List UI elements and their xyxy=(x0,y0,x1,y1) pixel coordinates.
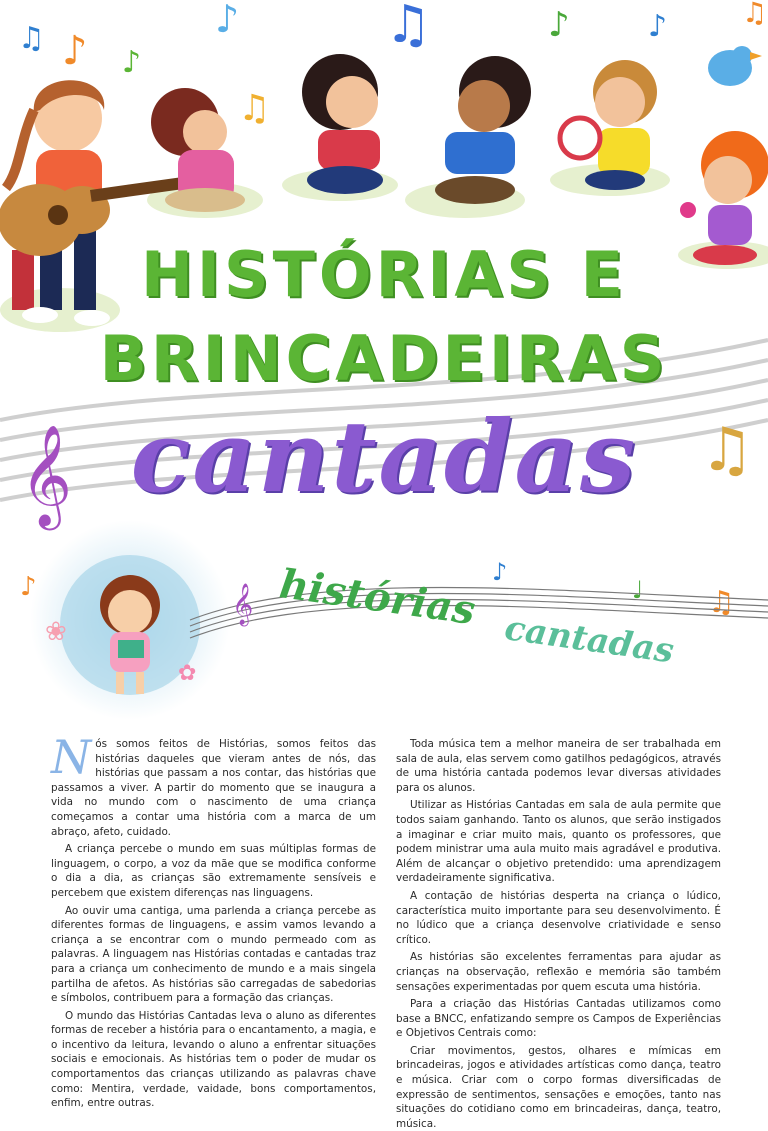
paragraph-text: ós somos feitos de Histórias, somos feitos das histórias daqueles que vieram antes de nós, das histórias que passam a nos contar, das histórias que passamos a viver. A partir do momento que se inaugura a vida no mundo com o nascimento de uma criança começamos a contar uma história com a marca de um abraço, afeto, cuidado. xyxy=(51,738,376,838)
article-column-2 xyxy=(396,737,721,1130)
maraca-icon xyxy=(680,202,696,218)
music-note-icon: ♫ xyxy=(700,415,754,485)
paragraph: Toda música tem a melhor maneira de ser trabalhada em sala de aula, elas servem como gatilhos pedagógicos, através de uma história cantada podemos levar diversas atividades para os alunos. xyxy=(396,738,721,794)
music-note-icon: ♫ xyxy=(708,585,735,620)
music-note-icon: ♪ xyxy=(122,45,142,80)
dropcap: N xyxy=(51,730,92,784)
music-note-icon: ♫ xyxy=(742,0,768,29)
music-note-icon: ♪ xyxy=(648,9,668,44)
paragraph: A criança percebe o mundo em suas múltiplas formas de linguagem, o corpo, a voz da mãe que se modifica conforme o dia a dia, as crianças são extremamente sensíveis e percebem que existem diferenças nas linguagens. xyxy=(51,843,376,899)
music-note-icon: ♩ xyxy=(632,576,644,604)
book-icon xyxy=(118,640,144,658)
butterfly-icon: ❀ xyxy=(45,617,67,647)
paragraph: As histórias são excelentes ferramentas para ajudar as crianças na observação, reflexão e memória são também sensações experimentadas por quem escuta uma história. xyxy=(396,951,721,993)
music-note-icon: ♪ xyxy=(20,572,37,602)
treble-clef-icon: 𝄞 xyxy=(20,423,73,526)
child-blue-shirt xyxy=(435,56,531,204)
small-staff xyxy=(190,588,768,639)
bird-icon xyxy=(708,46,762,86)
paragraph: Ao ouvir uma cantiga, uma parlenda a criança percebe as diferentes formas de linguagens, e assim vamos levando a criança a se encontrar com o mundo permeado com as palavras. A linguagem nas Histórias contadas e cantadas traz para a criança um conhecimento de mundo e a mais singela partilha de afetos. As histórias são carregadas de sabedorias e símbolos, contribuem para a formação das crianças. xyxy=(51,904,376,1005)
paragraph: Criar movimentos, gestos, olhares e mímicas em brincadeiras, jogos e atividades artísticas como dança, teatro e música. Criar com o corpo formas diversificadas de expressão de sentimentos, sensações e emoções, tanto nas situações do cotidiano como em brincadeiras, dança, teatro, música. xyxy=(396,1044,721,1130)
paragraph: A contação de histórias desperta na criança o lúdico, característica muito importante para seu desenvolvimento. É no lúdico que a criança desenvolve criatividade e senso crítico. xyxy=(396,889,721,946)
title-line-2: BRINCADEIRAS xyxy=(99,322,669,395)
music-note-icon: ♪ xyxy=(492,558,508,586)
hero-banner xyxy=(0,0,768,540)
tambourine-icon xyxy=(560,118,600,158)
music-note-icon: ♪ xyxy=(215,0,240,41)
child-striped-shirt xyxy=(302,54,383,194)
title-line-3: cantadas xyxy=(130,400,638,515)
paragraph xyxy=(51,730,376,839)
article-body xyxy=(51,730,721,1130)
music-note-icon: ♫ xyxy=(385,0,432,55)
music-note-icon: ♫ xyxy=(18,21,45,56)
music-note-icon: ♪ xyxy=(62,28,88,74)
treble-clef-icon: 𝄞 xyxy=(232,584,254,625)
flower-icon: ✿ xyxy=(178,661,197,686)
title-line-1: HISTÓRIAS E xyxy=(141,238,627,311)
paragraph: Utilizar as Histórias Cantadas em sala de aula permite que todos saiam ganhando. Tanto os alunos, que serão instigados a imaginar e criar muito mais, quanto os professores, que podem ministrar uma aula muito mais agradável e produtiva. Além de alcançar o objetivo pretendido: uma aprendizagem verdadeiramente significativa. xyxy=(396,799,721,885)
paragraph: Para a criação das Histórias Cantadas utilizamos como base a BNCC, enfatizando sempre os Campos de Experiências e Objetivos Centrais como: xyxy=(396,998,721,1040)
music-note-icon: ♪ xyxy=(548,5,570,45)
music-note-icon: ♫ xyxy=(238,88,271,129)
article-column-1 xyxy=(51,730,376,1110)
subtitle-word-1: histórias xyxy=(276,560,479,635)
subtitle-word-2: cantadas xyxy=(502,608,677,672)
paragraph: O mundo das Histórias Cantadas leva o aluno as diferentes formas de receber a história para o encantamento, a magia, e o incentivo da leitura, levando o aluno a enfrentar situações sociais e emocionais. As histórias tem o poder de mudar os comportamentos das crianças utilizando as palavras chave como: Mentira, verdade, vaidade, bons comportamentos, enfim, entre outras. xyxy=(51,1009,376,1110)
